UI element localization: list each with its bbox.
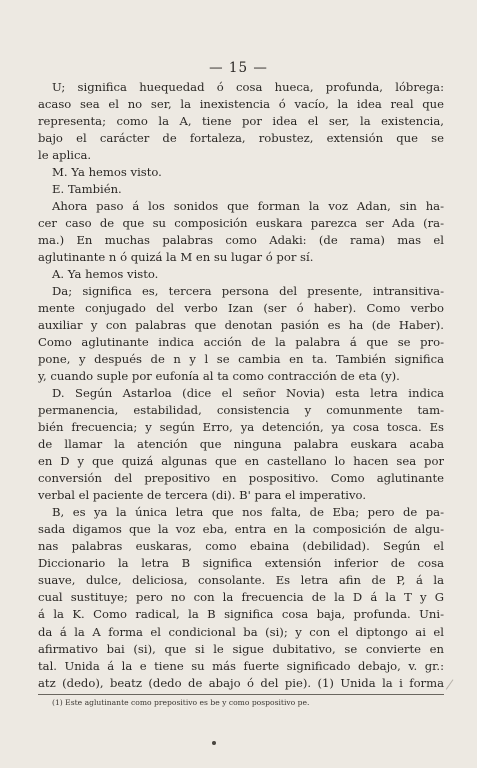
text-line: de llamar la atención que ninguna palabra euskara acaba: [38, 437, 444, 452]
text-line: Da; significa es, tercera persona del presente, intransitiva-: [52, 284, 444, 299]
body-text: [38, 79, 444, 692]
text-line: sada digamos que la voz eba, entra en la composición de algu-: [38, 522, 444, 537]
text-line: ma.) En muchas palabras como Adaki: (de rama) mas el: [38, 233, 444, 248]
text-line: mente conjugado del verbo Izan (ser ó haber). Como verbo: [38, 301, 444, 316]
text-line: en D y que quizá algunas que en castellano lo hacen sea por: [38, 454, 444, 469]
text-line: y, cuando suple por eufonía al ta como contracción de eta (y).: [38, 369, 400, 384]
text-line: afirmativo bai (si), que si le sigue dubitativo, se convierte en: [38, 641, 444, 656]
text-line: nas palabras euskaras, como ebaina (debilidad). Según el: [38, 539, 444, 554]
text-line: conversión del prepositivo en pospositivo. Como aglutinante: [38, 471, 444, 486]
text-line: suave, dulce, deliciosa, consolante. Es letra afin de P, á la: [38, 573, 444, 588]
text-line: Diccionario la letra B significa extensión inferior de cosa: [38, 556, 444, 571]
text-line: verbal el paciente de tercera (di). B' para el imperativo.: [38, 488, 367, 503]
text-line: U; significa huequedad ó cosa hueca, profunda, lóbrega:: [52, 80, 444, 94]
footnote-divider: [38, 694, 444, 695]
text-line: permanencia, estabilidad, consistencia y comunmente tam-: [38, 403, 444, 418]
text-line: E. También.: [52, 182, 122, 197]
text-line: cer caso de que su composición euskara parezca ser Ada (ra-: [38, 216, 444, 231]
pencil-mark: [446, 679, 464, 696]
text-line: Como aglutinante indica acción de la palabra á que se pro-: [38, 335, 444, 350]
text-line: á la K. Como radical, la B significa cosa baja, profunda. Uni-: [38, 607, 444, 622]
text-line: pone, y después de n y l se cambia en ta. También significa: [38, 352, 444, 367]
text-line: atz (dedo), beatz (dedo de abajo ó del pie). (1) Unida la i forma: [38, 675, 444, 690]
text-line: bién frecuencia; y según Erro, ya detención, ya cosa tosca. Es: [38, 420, 444, 435]
text-line: auxiliar y con palabras que denotan pasión es ha (de Haber).: [38, 318, 444, 333]
text-line: cual sustituye; pero no con la frecuencia de la D á la T y G: [38, 590, 444, 605]
text-line: bajo el carácter de fortaleza, robustez, extensión que se: [38, 131, 444, 146]
text-line: Ahora paso á los sonidos que forman la voz Adan, sin ha-: [52, 199, 444, 214]
text-line: M. Ya hemos visto.: [52, 165, 162, 180]
text-line: D. Según Astarloa (dice el señor Novia) esta letra indica: [52, 386, 444, 401]
ink-dot: [212, 741, 216, 745]
page-number: — 15 —: [209, 60, 268, 76]
text-line: A. Ya hemos visto.: [52, 267, 159, 282]
text-line: B, es ya la única letra que nos falta, de Eba; pero de pa-: [52, 505, 444, 520]
text-line: da á la A forma el condicional ba (si); y con el diptongo ai el: [38, 624, 444, 639]
text-line: tal. Unida á la e tiene su más fuerte significado debajo, v. gr.:: [38, 658, 444, 673]
footnote: (1) Este aglutinante como prepositivo es be y como pospositivo pe.: [52, 698, 310, 707]
text-line: acaso sea el no ser, la inexistencia ó vacío, la idea real que: [38, 97, 444, 112]
text-line: representa; como la A, tiene por idea el ser, la existencia,: [38, 114, 444, 129]
text-line: aglutinante n ó quizá la M en su lugar ó por sí.: [38, 250, 314, 265]
text-line: le aplica.: [38, 148, 92, 163]
